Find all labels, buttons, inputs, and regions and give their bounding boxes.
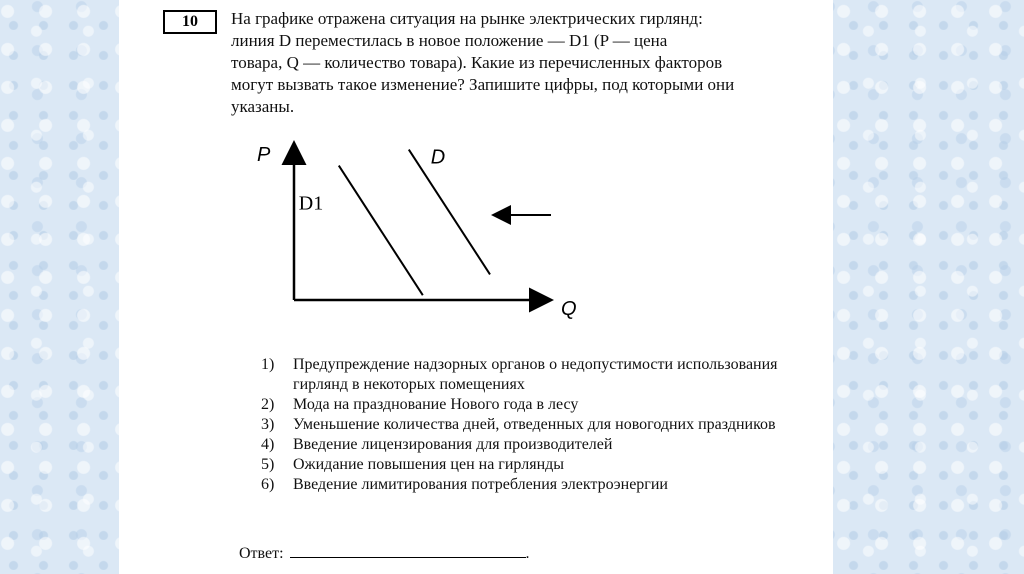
option-number: 1) (261, 356, 275, 373)
series-label-d1: D1 (298, 192, 324, 215)
option-text: Введение лицензирования для производителей (293, 436, 613, 453)
option-text: Введение лимитирования потребления электроэнергии (293, 476, 668, 493)
answer-label: Ответ: (239, 545, 284, 562)
document-page (119, 0, 833, 574)
option-number: 2) (261, 396, 275, 413)
x-axis-label: Q (561, 298, 577, 320)
options-list (261, 355, 781, 495)
option-number: 6) (261, 476, 275, 493)
option-item (261, 435, 781, 455)
option-item (261, 355, 781, 395)
series-line-d1 (339, 166, 423, 296)
question-line: указаны. (231, 97, 295, 116)
y-axis-label: P (257, 144, 271, 166)
option-item (261, 455, 781, 475)
option-item (261, 475, 781, 495)
series-label-d: D (430, 146, 446, 169)
question-line: могут вызвать такое изменение? Запишите цифры, под которыми они (231, 75, 735, 94)
question-text (231, 8, 771, 118)
option-text: Ожидание повышения цен на гирлянды (293, 456, 565, 473)
option-number: 4) (261, 436, 275, 453)
option-text: Мода на празднование Нового года в лесу (293, 396, 579, 413)
answer-field[interactable] (290, 543, 526, 558)
option-number: 5) (261, 456, 275, 473)
question-line: На графике отражена ситуация на рынке электрических гирлянд: (231, 9, 703, 28)
demand-shift-chart (239, 135, 599, 335)
option-item (261, 395, 781, 415)
option-text: Предупреждение надзорных органов о недопустимости использования гирлянд в некоторых помещениях (293, 356, 778, 393)
option-number: 3) (261, 416, 275, 433)
option-text: Уменьшение количества дней, отведенных для новогодних праздников (293, 416, 776, 433)
question-line: линия D переместилась в новое положение — D1 (P — цена (231, 31, 668, 50)
series-line-d (409, 150, 490, 275)
answer-row (239, 543, 530, 563)
task-number-box: 10 (163, 10, 217, 34)
option-item (261, 415, 781, 435)
answer-suffix: . (525, 545, 530, 562)
question-line: товара, Q — количество товара). Какие из перечисленных факторов (231, 53, 723, 72)
